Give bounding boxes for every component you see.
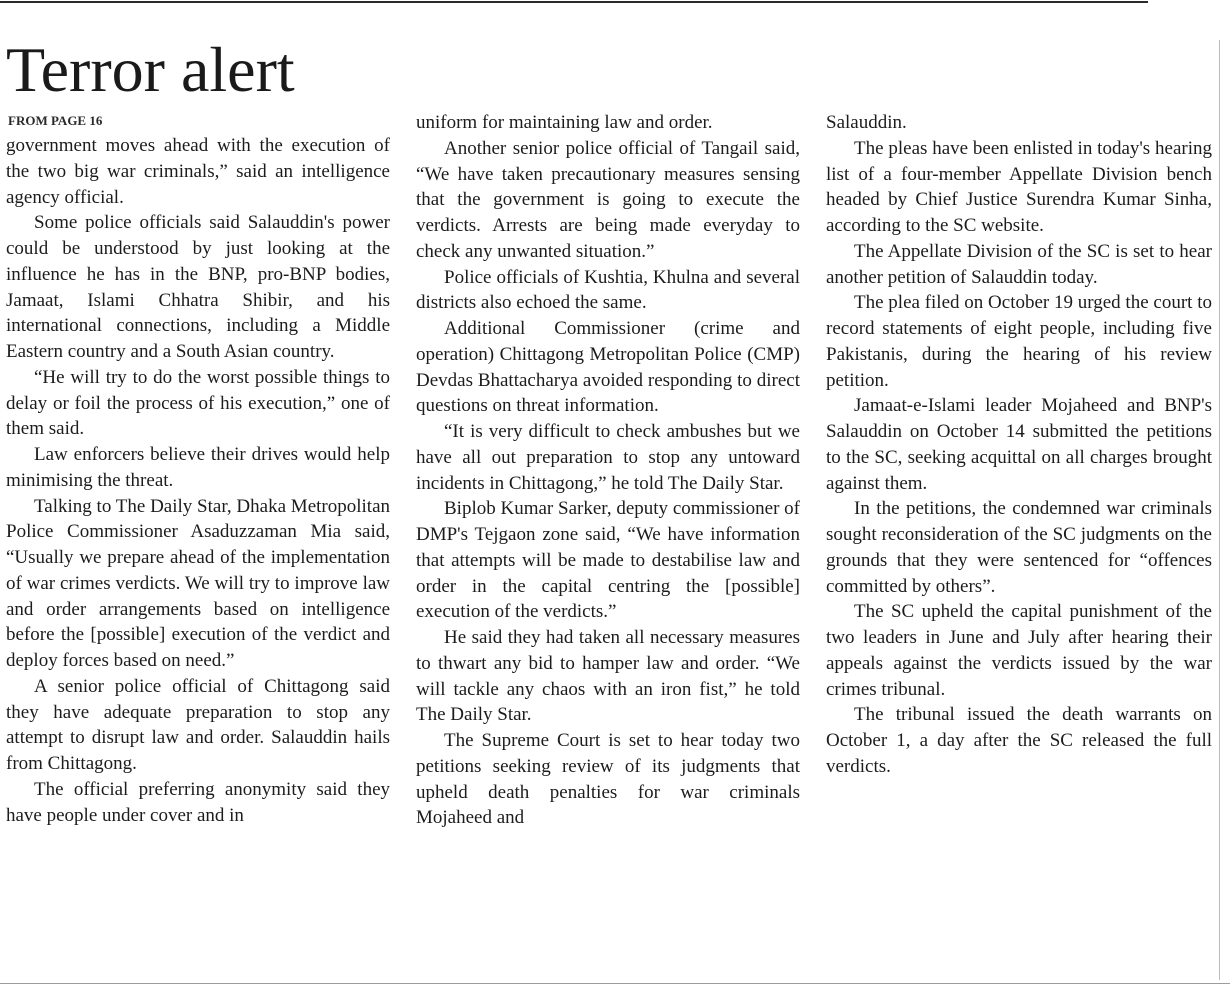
paragraph: The official preferring anonymity said they have people under cover and in bbox=[6, 778, 390, 826]
dateline: FROM PAGE 16 bbox=[8, 113, 103, 128]
paragraph: In the petitions, the condemned war criminals sought reconsideration of the SC judgments on the grounds that they were sentenced for “offences committed by others”. bbox=[826, 498, 1212, 597]
article-column-3 bbox=[826, 110, 1212, 780]
paragraph: A senior police official of Chittagong said they have adequate preparation to stop any attempt to disrupt law and order. Salauddin hails from Chittagong. bbox=[6, 675, 390, 774]
paragraph: The SC upheld the capital punishment of the two leaders in June and July after hearing their appeals against the verdicts issued by the war crimes tribunal. bbox=[826, 601, 1212, 700]
paragraph: The tribunal issued the death warrants on October 1, a day after the SC released the full verdicts. bbox=[826, 704, 1212, 777]
paragraph: He said they had taken all necessary measures to thwart any bid to hamper law and order. “We will tackle any chaos with an iron fist,” he told The Daily Star. bbox=[416, 627, 800, 726]
paragraph: Jamaat-e-Islami leader Mojaheed and BNP's Salauddin on October 14 submitted the petitions to the SC, seeking acquittal on all charges brought against them. bbox=[826, 395, 1212, 494]
top-rule bbox=[0, 1, 1148, 3]
paragraph: The Appellate Division of the SC is set to hear another petition of Salauddin today. bbox=[826, 240, 1212, 288]
paragraph: Talking to The Daily Star, Dhaka Metropolitan Police Commissioner Asaduzzaman Mia said, “Usually we prepare ahead of the implementation of war crimes verdicts. We will try to improve law and order arrangements based on intelligence before the [possible] execution of the verdict and deploy forces based on need.” bbox=[6, 495, 390, 671]
paragraph: Police officials of Kushtia, Khulna and several districts also echoed the same. bbox=[416, 266, 800, 314]
article-column-1 bbox=[6, 133, 390, 828]
paragraph: Another senior police official of Tangail said, “We have taken precautionary measures sensing that the government is going to execute the verdicts. Arrests are being made everyday to check any unwanted situation.” bbox=[416, 137, 800, 262]
paragraph: uniform for maintaining law and order. bbox=[416, 112, 713, 133]
paragraph: The plea filed on October 19 urged the court to record statements of eight people, including five Pakistanis, during the hearing of his review petition. bbox=[826, 292, 1212, 391]
bottom-rule bbox=[0, 983, 1230, 984]
headline: Terror alert bbox=[6, 34, 295, 105]
paragraph: The pleas have been enlisted in today's hearing list of a four-member Appellate Division bench headed by Chief Justice Surendra Kumar Sinha, according to the SC website. bbox=[826, 137, 1212, 236]
paragraph: Biplob Kumar Sarker, deputy commissioner of DMP's Tejgaon zone said, “We have information that attempts will be made to destabilise law and order in the capital centring the [possible] execution of the verdicts.” bbox=[416, 498, 800, 623]
paragraph: “He will try to do the worst possible things to delay or foil the process of his execution,” one of them said. bbox=[6, 366, 390, 440]
paragraph: Salauddin. bbox=[826, 112, 907, 133]
column-rule-right bbox=[1219, 40, 1220, 980]
paragraph: Law enforcers believe their drives would help minimising the threat. bbox=[6, 444, 390, 491]
paragraph: Additional Commissioner (crime and operation) Chittagong Metropolitan Police (CMP) Devdas Bhattacharya avoided responding to direct questions on threat information. bbox=[416, 318, 800, 417]
paragraph: “It is very difficult to check ambushes but we have all out preparation to stop any untoward incidents in Chittagong,” he told The Daily Star. bbox=[416, 421, 800, 494]
paragraph: government moves ahead with the execution of the two big war criminals,” said an intelligence agency official. bbox=[6, 135, 390, 208]
paragraph: The Supreme Court is set to hear today two petitions seeking review of its judgments that upheld death penalties for war criminals Mojaheed and bbox=[416, 730, 800, 829]
article-column-2 bbox=[416, 110, 800, 831]
paragraph: Some police officials said Salauddin's power could be understood by just looking at the influence he has in the BNP, pro-BNP bodies, Jamaat, Islami Chhatra Shibir, and his international connections, including a Middle Eastern country and a South Asian country. bbox=[6, 212, 390, 362]
